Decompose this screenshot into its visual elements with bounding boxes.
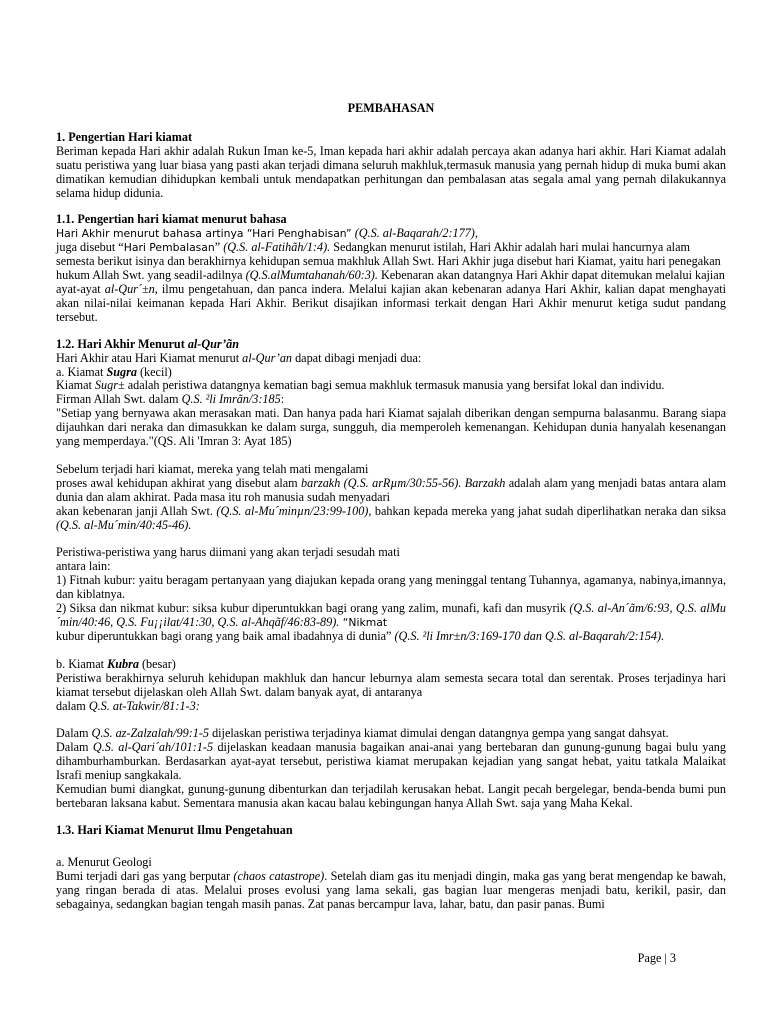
paragraph: antara lain: <box>56 559 111 574</box>
paragraph: Dalam Q.S. az-Zalzalah/99:1-5 dijelaskan peristiwa terjadinya kiamat dimulai dengan datangnya gempa yang sangat dahsyat. <box>56 726 669 741</box>
list-item: 1) Fitnah kubur: yaitu beragam pertanyaan yang diajukan kepada orang yang meninggal tentang Tuhannya, agamanya, nabinya,imannya, dan kiblatnya. <box>56 573 726 602</box>
document-body <box>56 102 726 911</box>
subheading-geologi: a. Menurut Geologi <box>56 854 152 869</box>
paragraph: dalam Q.S. at-Takwir/81:1-3: <box>56 698 200 713</box>
paragraph: proses awal kehidupan akhirat yang disebut alam barzakh (Q.S. arRµm/30:55-56). Barzakh adalah alam yang menjadi batas antara alam dunia dan alam akhirat. Pada masa itu roh manusia sudah menyadari <box>56 475 726 504</box>
section-heading-1-1: 1.1. Pengertian hari kiamat menurut bahasa <box>56 212 287 227</box>
subheading-kiamat-kubra: b. Kiamat Kubra (besar) <box>56 656 176 671</box>
subheading-kiamat-sugra: a. Kiamat Sugra (kecil) <box>56 364 172 379</box>
paragraph: Firman Allah Swt. dalam Q.S. ²li Imrãn/3:185: <box>56 392 285 407</box>
section-heading-1-3: 1.3. Hari Kiamat Menurut Ilmu Pengetahuan <box>56 822 293 837</box>
paragraph: Hari Akhir menurut bahasa artinya “Hari Penghabisan” (Q.S. al-Baqarah/2:177), <box>56 226 478 241</box>
list-item-continued: kubur diperuntukkan bagi orang yang baik amal ibadahnya di dunia” (Q.S. ²li Imr±n/3:169-170 dan Q.S. al-Baqarah/2:154). <box>56 628 665 643</box>
quote: "Setiap yang bernyawa akan merasakan mati. Dan hanya pada hari Kiamat sajalah diberikan dengan sempurna balasanmu. Barang siapa dijauhkan dari neraka dan dimasukkan ke dalam surga, sungguh, dia memperoleh kemenangan. Kehidupan dunia hanyalah kesenangan yang memperdaya."(QS. Ali 'Imran 3: Ayat 185) <box>56 406 726 449</box>
paragraph: akan kebenaran janji Allah Swt. (Q.S. al-Mu´minµn/23:99-100), bahkan kepada mereka yang jahat sudah diperlihatkan neraka dan siksa (Q.S. al-Mu´min/40:45-46). <box>56 503 726 532</box>
paragraph: Sebelum terjadi hari kiamat, mereka yang telah mati mengalami <box>56 461 369 476</box>
paragraph: Bumi terjadi dari gas yang berputar (chaos catastrope). Setelah diam gas itu menjadi dingin, maka gas yang berat mengendap ke bawah, yang ringan berada di atas. Melalui proses evolusi yang lama sekali, gas bagian luar mengeras menjadi batu, kerikil, pasir, dan sebagainya, sedangkan bagian tengah masih panas. Zat panas bercampur lava, lahar, batu, dan pasir panas. Bumi <box>56 868 726 911</box>
paragraph: juga disebut “Hari Pembalasan” (Q.S. al-Fatihãh/1:4). Sedangkan menurut istilah, Hari Akhir adalah hari mulai hancurnya alam semesta berikut isinya dan berakhirnya kehidupan semua makhluk Allah Swt. Hari Akhir juga disebut hari Kiamat, yaitu hari penegakan hukum Allah Swt. yang seadil-adilnya (Q.S.alMumtahanah/60:3). Kebenaran akan datangnya Hari Akhir dapat ditemukan melalui kajian <box>56 240 725 283</box>
section-heading-1-2: 1.2. Hari Akhir Menurut al-Qur’ãn <box>56 336 240 351</box>
paragraph: Dalam Q.S. al-Qari´ah/101:1-5 dijelaskan keadaan manusia bagaikan anai-anai yang bertebaran dan gunung-gunung bagai bulu yang dihamburhamburkan. Berdasarkan ayat-ayat tersebut, peristiwa kiamat merupakan kejadian yang sangat hebat, yaitu tatkala Malaikat Israfi meniup sangkakala. <box>56 740 726 783</box>
paragraph: Kiamat Sugr± adalah peristiwa datangnya kematian bagi semua makhluk termasuk manusia yang bersifat lokal dan individu. <box>56 378 665 393</box>
page-title: PEMBAHASAN <box>347 101 435 115</box>
paragraph: Hari Akhir atau Hari Kiamat menurut al-Qur’an dapat dibagi menjadi dua: <box>56 350 422 365</box>
paragraph: Peristiwa-peristiwa yang harus diimani yang akan terjadi sesudah mati <box>56 545 400 560</box>
section-heading-1: 1. Pengertian Hari kiamat <box>56 129 193 144</box>
list-item: 2) Siksa dan nikmat kubur: siksa kubur diperuntukkan bagi orang yang zalim, munafi, kafi dan musyrik (Q.S. al-An´ãm/6:93, Q.S. alMu´min/40:46, Q.S. Fu¡¡ilat/41:30, Q.S. al-Ahqãf/46:83-89). “Nikmat <box>56 601 726 629</box>
paragraph: Kemudian bumi diangkat, gunung-gunung dibenturkan dan terjadilah kerusakan hebat. Langit pecah bergelegar, benda-benda bumi pun bertebaran laksana kabut. Sementara manusia akan kacau balau kebingungan hanya Allah Swt. saja yang Maha Kekal. <box>56 782 726 810</box>
paragraph: ayat-ayat al-Qur´±n, ilmu pengetahuan, dan panca indera. Melalui kajian akan kebenaran adanya Hari Akhir, kalian dapat menghayati akan nilai-nilai keimanan kepada Hari Akhir. Berikut disajikan informasi terkait dengan Hari Akhir menurut ketiga sudut pandang tersebut. <box>56 281 726 324</box>
paragraph: Peristiwa berakhirnya seluruh kehidupan makhluk dan hancur leburnya alam semesta secara total dan serentak. Proses terjadinya hari kiamat tersebut dijelaskan oleh Allah Swt. dalam banyak ayat, di antaranya <box>56 670 726 699</box>
paragraph: Beriman kepada Hari akhir adalah Rukun Iman ke-5, Iman kepada hari akhir adalah percaya akan adanya hari akhir. Hari Kiamat adalah suatu peristiwa yang luar biasa yang pasti akan terjadi dimana seluruh makhluk,termasuk manusia yang pernah hidup di muka bumi akan dimatikan kemudian dihidupkan kembali untuk mendapatkan perhitungan dan pembalasan atas segala amal yang pernah dilakukannya selama hidup didunia. <box>56 143 726 200</box>
page-number: Page | 3 <box>637 951 676 965</box>
